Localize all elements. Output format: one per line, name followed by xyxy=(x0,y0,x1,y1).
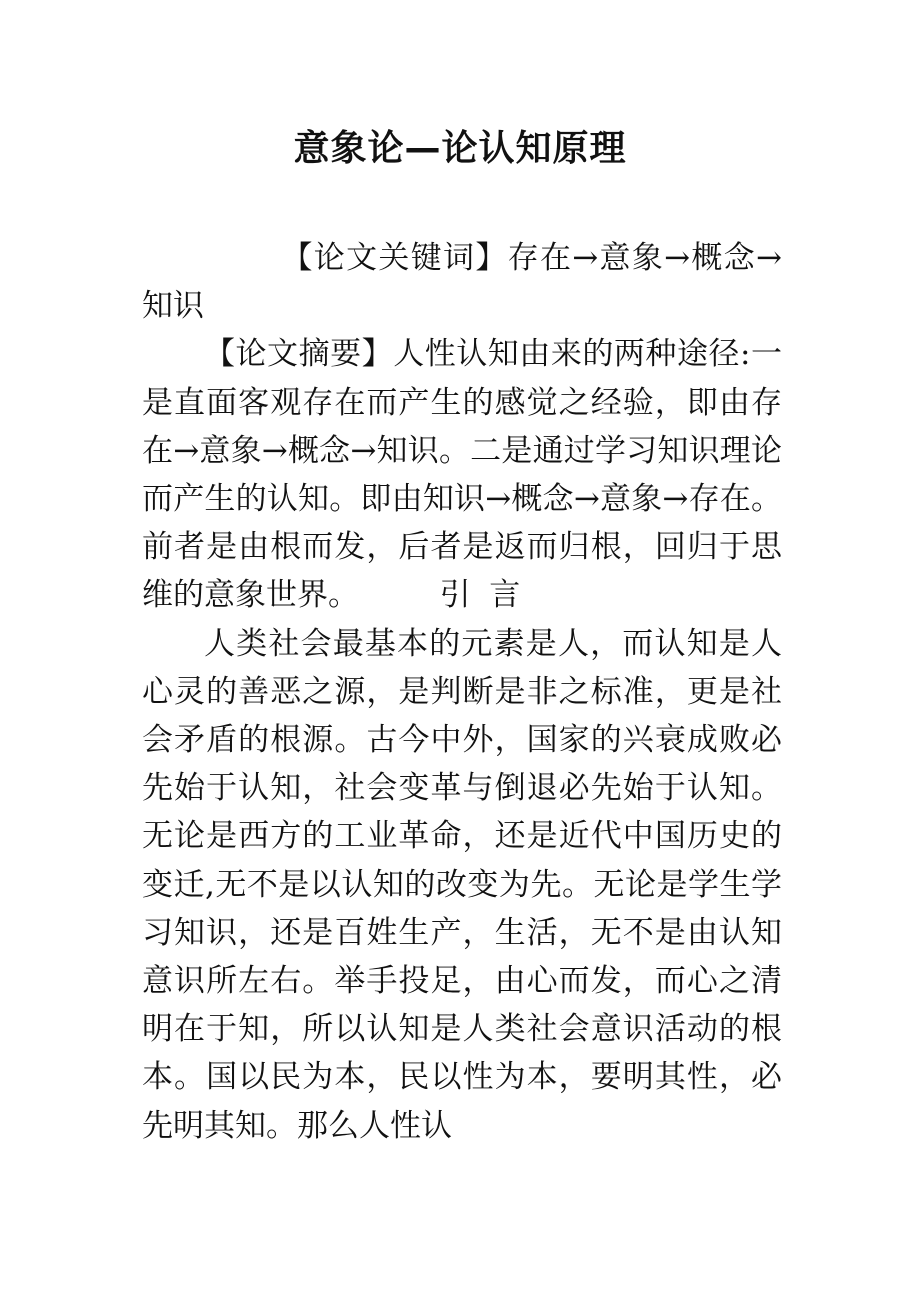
keywords-paragraph xyxy=(142,234,782,330)
document-title: 意象论—论认知原理 xyxy=(293,128,627,169)
keywords-text: 存在→意象→概念→知识 xyxy=(142,240,782,325)
abstract-paragraph xyxy=(142,330,782,619)
section-heading: 引言 xyxy=(439,577,539,614)
abstract-text: 人性认知由来的两种途径:一是直面客观存在而产生的感觉之经验，即由存在→意象→概念→知识。二是通过学习知识理论而产生的认知。即由知识→概念→意象→存在。前者是由根而发，后者是返而归根，回归于思维的意象世界。 xyxy=(142,336,782,614)
document-body xyxy=(142,234,782,1150)
body-paragraph: 人类社会最基本的元素是人，而认知是人心灵的善恶之源，是判断是非之标准，更是社会矛盾的根源。古今中外，国家的兴衰成败必先始于认知，社会变革与倒退必先始于认知。无论是西方的工业革命，还是近代中国历史的变迁,无不是以认知的改变为先。无论是学生学习知识，还是百姓生产，生活，无不是由认知意识所左右。举手投足，由心而发，而心之清明在于知，所以认知是人类社会意识活动的根本。国以民为本，民以性为本，要明其性，必先明其知。那么人性认 xyxy=(142,625,782,1144)
keywords-label: 【论文关键词】 xyxy=(281,240,508,276)
abstract-label: 【论文摘要】 xyxy=(204,336,394,373)
